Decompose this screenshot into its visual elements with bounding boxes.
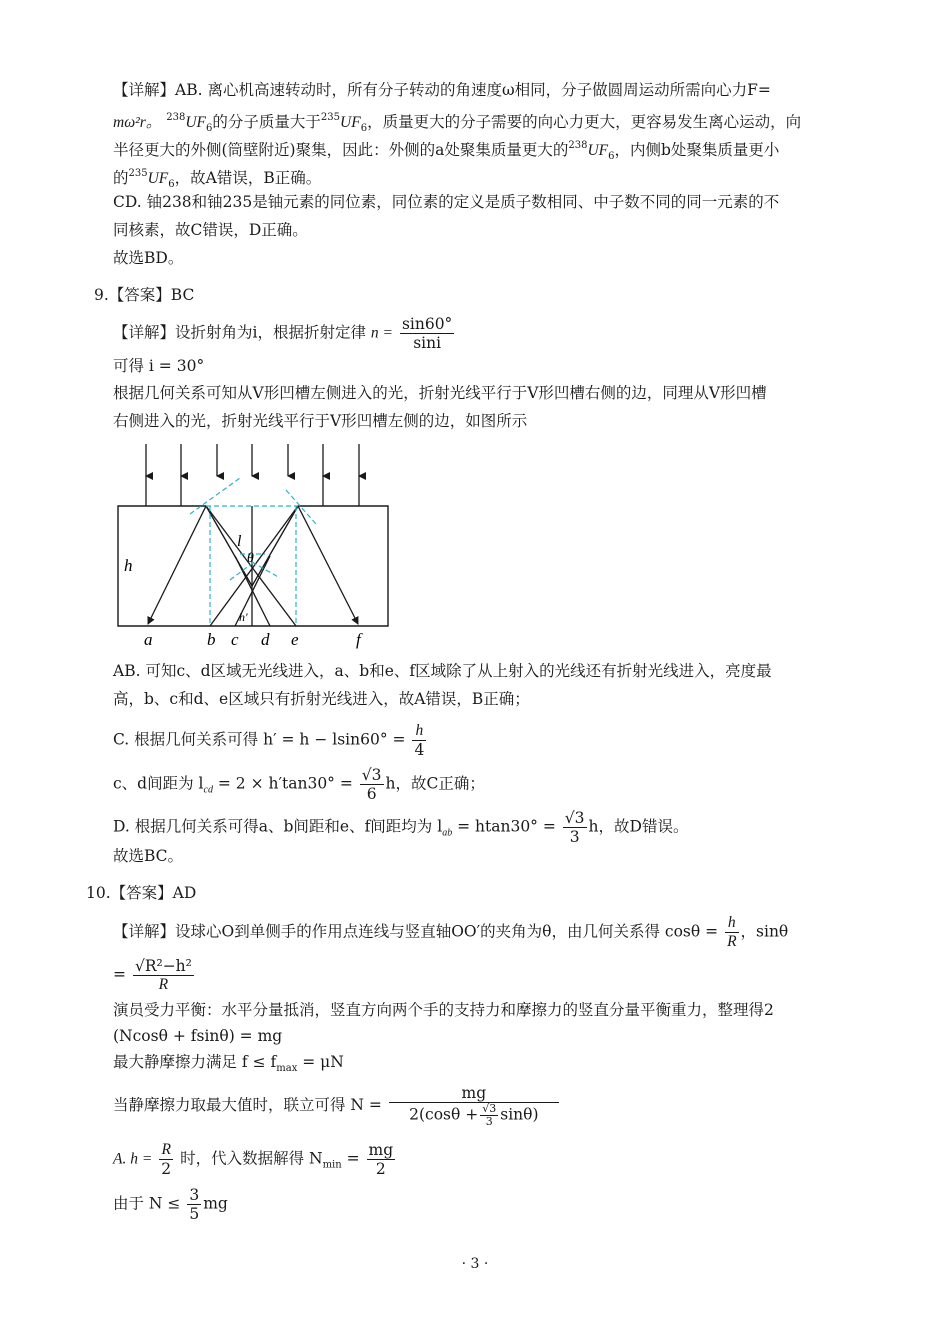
q8-line-6: 同核素，故C错误，D正确。	[113, 221, 308, 239]
q10-detail-3: 演员受力平衡：水平分量抵消，竖直方向两个手的支持力和摩擦力的竖直分量平衡重力，整理得2	[113, 1001, 774, 1019]
q8-line-4: 的$^{235}UF_6$，故A错误，B正确。	[113, 168, 322, 190]
q8-line-3: 半径更大的外侧(筒壁附近)聚集，因此：外侧的a处聚集质量更大的$^{238}UF_6$，内侧b处聚集质量更小	[113, 140, 780, 162]
q10-answer: 10.【答案】AD	[86, 884, 197, 902]
q9-selection: 故选BC。	[113, 847, 184, 865]
label-l: l	[237, 533, 242, 550]
q10-detail-1: 【详解】设球心O到单侧手的作用点连线与竖直轴OO′的夹角为θ，由几何关系得 cosθ = $\frac{h}{R}$ ，sinθ	[113, 914, 789, 950]
q9-d-line: D. 根据几何关系可得a、b间距和e、f间距均为 $l_{ab} = htan30^\circ$ = $\frac{√3}{3}$ h，故D错误。	[113, 809, 689, 846]
v-groove-light-diagram	[110, 438, 400, 650]
q9-detail-1: 【详解】设折射角为i，根据折射定律 n = $\frac{\sin 60^\circ}{\sin i}$	[113, 315, 453, 352]
incident-rays	[146, 444, 359, 476]
q9-c-line-1: C. 根据几何关系可得 h′ = h − lsin60° = $\frac{h}{4}$	[113, 722, 425, 759]
q9-ab-line-2: 高，b、c和d、e区域只有折射光线进入，故A错误，B正确；	[113, 690, 530, 708]
q8-line-7: 故选BD。	[113, 249, 184, 267]
svg-text:e: e	[291, 630, 299, 649]
svg-text:d: d	[261, 630, 270, 649]
q10-detail-4: (Ncosθ + fsinθ) = mg	[113, 1027, 283, 1045]
svg-text:a: a	[144, 630, 153, 649]
label-h: h	[124, 556, 133, 575]
q8-line-1: 【详解】AB. 离心机高速转动时，所有分子转动的角速度ω相同，分子做圆周运动所需向心力F=	[113, 81, 771, 99]
q10-detail-2: = $\frac{\text{√R²−h²}}{R}$	[113, 957, 192, 993]
region-labels	[144, 630, 363, 649]
svg-text:f: f	[356, 630, 361, 649]
q10-detail-6: 当静摩擦力取最大值时，联立可得 N = mg 2(cosθ + $\frac{√3}{3}$ sinθ)	[113, 1084, 561, 1128]
q9-detail-2: 可得 i = 30°	[113, 357, 205, 375]
q9-ab-line-1: AB. 可知c、d区域无光线进入，a、b和e、f区域除了从上射入的光线还有折射光线进入，亮度最	[113, 662, 772, 680]
label-theta: θ	[247, 551, 254, 566]
svg-text:c: c	[231, 630, 239, 649]
glass-block	[118, 506, 388, 626]
label-h-prime: h′	[239, 610, 248, 624]
q10-detail-8: 由于 N ≤ $\frac{3}{5}$ mg	[113, 1186, 228, 1223]
q10-detail-5: 最大静摩擦力满足 $f \le f_{max} = \mu N$	[113, 1053, 344, 1074]
q8-line-2: mω²r。 $^{238}UF_6$的分子质量大于$^{235}UF_6$，质量更大的分子需要的向心力更大，更容易发生离心运动，向	[113, 112, 802, 134]
q9-answer: 9.【答案】BC	[94, 286, 195, 304]
q10-detail-7: A. h = $\frac{R}{2}$ 时，代入数据解得 $N_{min}$ = $\frac{mg}{2}$	[113, 1141, 394, 1178]
page-number: · 3 ·	[461, 1256, 489, 1272]
q8-line-5: CD. 铀238和铀235是铀元素的同位素，同位素的定义是质子数相同、中子数不同的同一元素的不	[113, 193, 780, 211]
q9-detail-4: 右侧进入的光，折射光线平行于V形凹槽左侧的边，如图所示	[113, 412, 528, 430]
q9-c-line-2: c、d间距为 $l_{cd} = 2 \times h'\tan 30^\circ$ = $\frac{√3}{6}$ h，故C正确；	[113, 766, 485, 803]
q9-detail-3: 根据几何关系可知从V形凹槽左侧进入的光，折射光线平行于V形凹槽右侧的边，同理从V形凹槽	[113, 384, 767, 402]
q9-snell-fraction: $\frac{\sin 60^\circ}{\sin i}$	[401, 315, 453, 352]
svg-text:b: b	[207, 630, 216, 649]
